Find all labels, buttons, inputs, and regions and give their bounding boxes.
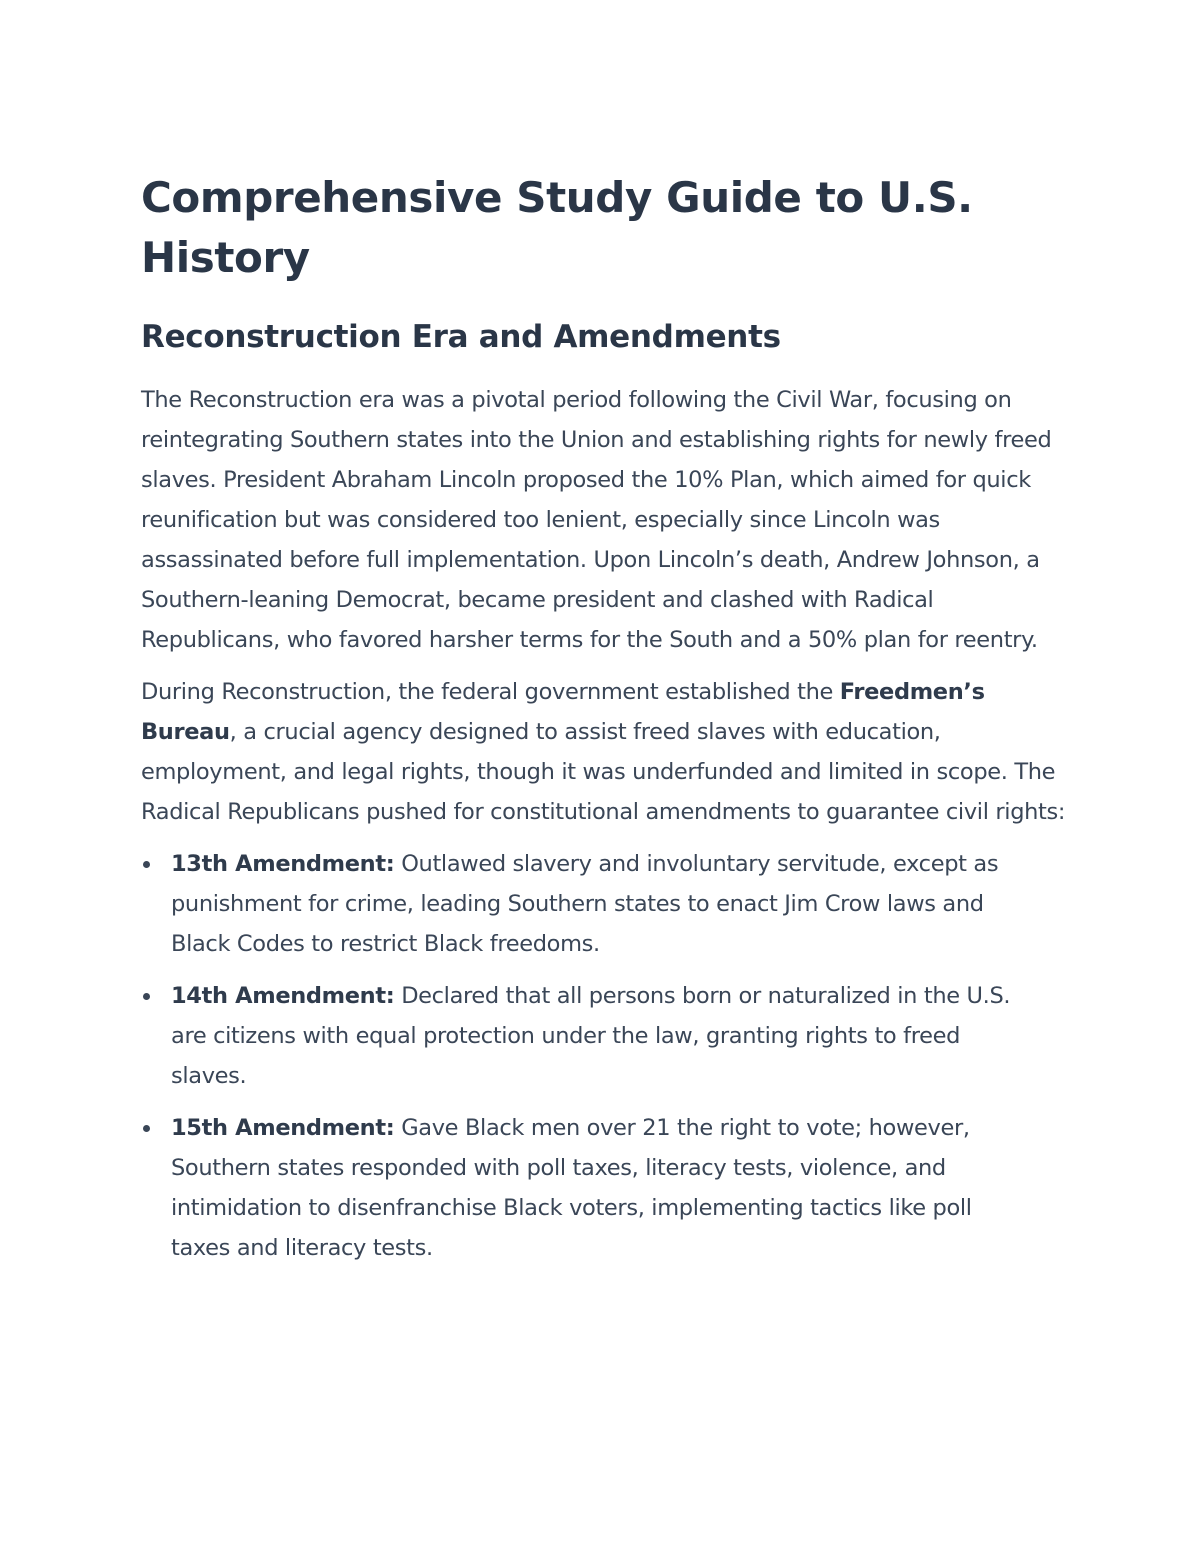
list-item-13th-amendment — [141, 844, 1036, 964]
page-title: Comprehensive Study Guide to U.S. History — [141, 173, 973, 282]
freedmens-bureau-paragraph — [141, 672, 1066, 832]
intro-paragraph: The Reconstruction era was a pivotal period following the Civil War, focusing on reintegrating Southern states into the Union and establishing rights for newly freed slaves. President Abraham Lincoln proposed the 10% Plan, which aimed for quick reunification but was considered too lenient, especially since Lincoln was assassinated before full implementation. Upon Lincoln’s death, Andrew Johnson, a Southern-leaning Democrat, became president and clashed with Radical Republicans, who favored harsher terms for the South and a 50% plan for reentry. — [141, 387, 1052, 653]
amendment-name: 13th Amendment: — [171, 851, 395, 877]
list-item-14th-amendment — [141, 976, 1036, 1096]
document-page — [141, 168, 1076, 1280]
amendment-name: 14th Amendment: — [171, 983, 395, 1009]
amendment-description: Declared that all persons born or naturalized in the U.S. are citizens with equal protection under the law, granting rights to freed slaves. — [171, 983, 1011, 1089]
paragraph-text-before: During Reconstruction, the federal government established the — [141, 679, 840, 705]
section-heading: Reconstruction Era and Amendments — [141, 319, 781, 355]
bullet-icon — [143, 861, 150, 868]
amendment-description: Outlawed slavery and involuntary servitude, except as punishment for crime, leading Southern states to enact Jim Crow laws and Black Codes to restrict Black freedoms. — [171, 851, 999, 957]
freedmens-bureau-term: Freedmen’s Bureau — [141, 679, 985, 745]
amendment-description: Gave Black men over 21 the right to vote; however, Southern states responded with poll taxes, literacy tests, violence, and intimidation to disenfranchise Black voters, implementing tactics like poll taxes and literacy tests. — [171, 1115, 972, 1261]
amendment-name: 15th Amendment: — [171, 1115, 395, 1141]
bullet-icon — [143, 993, 150, 1000]
bullet-icon — [143, 1125, 150, 1132]
amendments-list — [141, 844, 1076, 1268]
paragraph-text-after: , a crucial agency designed to assist freed slaves with education, employment, and legal rights, though it was underfunded and limited in scope. The Radical Republicans pushed for constitutional amendments to guarantee civil rights: — [141, 719, 1066, 825]
list-item-15th-amendment — [141, 1108, 1036, 1268]
